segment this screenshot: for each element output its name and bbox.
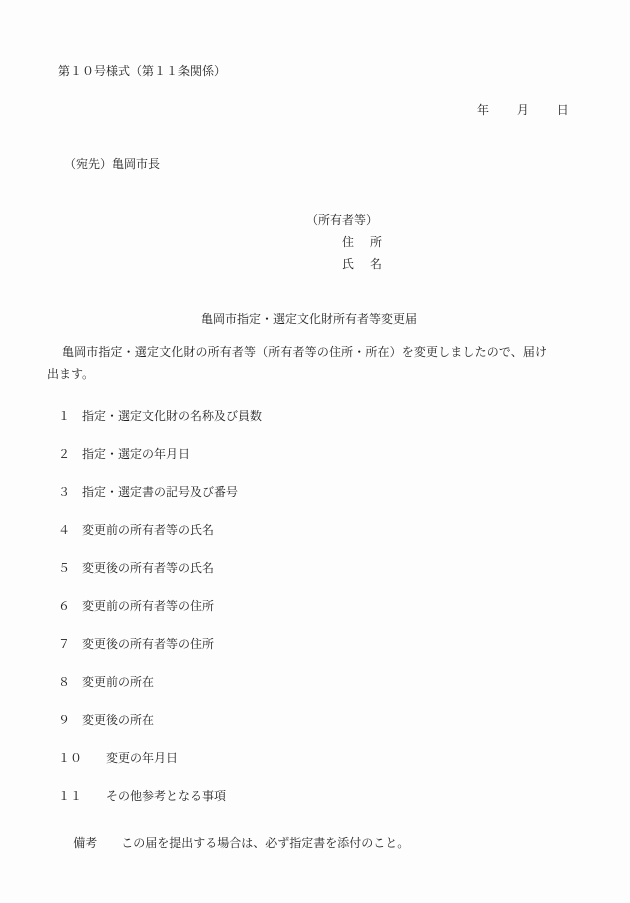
body-paragraph: 亀岡市指定・選定文化財の所有者等（所有者等の住所・所在）を変更しましたので、届け出ます。 <box>47 345 547 381</box>
owner-address-label: 住 所 <box>342 235 385 249</box>
list-item-10: １０ 変更の年月日 <box>58 751 179 765</box>
list-item-8: ８ 変更前の所在 <box>58 675 155 689</box>
document-title: 亀岡市指定・選定文化財所有者等変更届 <box>201 312 418 326</box>
form-number: 第１０号様式（第１１条関係） <box>58 64 227 78</box>
list-item-1: １ 指定・選定文化財の名称及び員数 <box>58 409 263 423</box>
list-item-7: ７ 変更後の所有者等の住所 <box>58 637 215 651</box>
list-item-9: ９ 変更後の所在 <box>58 713 155 727</box>
item-list <box>58 397 598 815</box>
addressee-line: （宛先）亀岡市長 <box>64 157 161 171</box>
remark-text: この届を提出する場合は、必ず指定書を添付のこと。 <box>121 836 410 850</box>
date-line: 年 月 日 <box>477 103 571 117</box>
owner-name-label: 氏 名 <box>342 257 385 271</box>
remark-line <box>58 818 409 869</box>
remark-label: 備考 <box>73 836 98 850</box>
list-item-6: ６ 変更前の所有者等の住所 <box>58 599 215 613</box>
list-item-2: ２ 指定・選定の年月日 <box>58 447 191 461</box>
list-item-5: ５ 変更後の所有者等の氏名 <box>58 561 215 575</box>
list-item-4: ４ 変更前の所有者等の氏名 <box>58 523 215 537</box>
list-item-3: ３ 指定・選定書の記号及び番号 <box>58 485 239 499</box>
list-item-11: １１ その他参考となる事項 <box>58 789 227 803</box>
owner-section-label: （所有者等） <box>306 213 379 227</box>
